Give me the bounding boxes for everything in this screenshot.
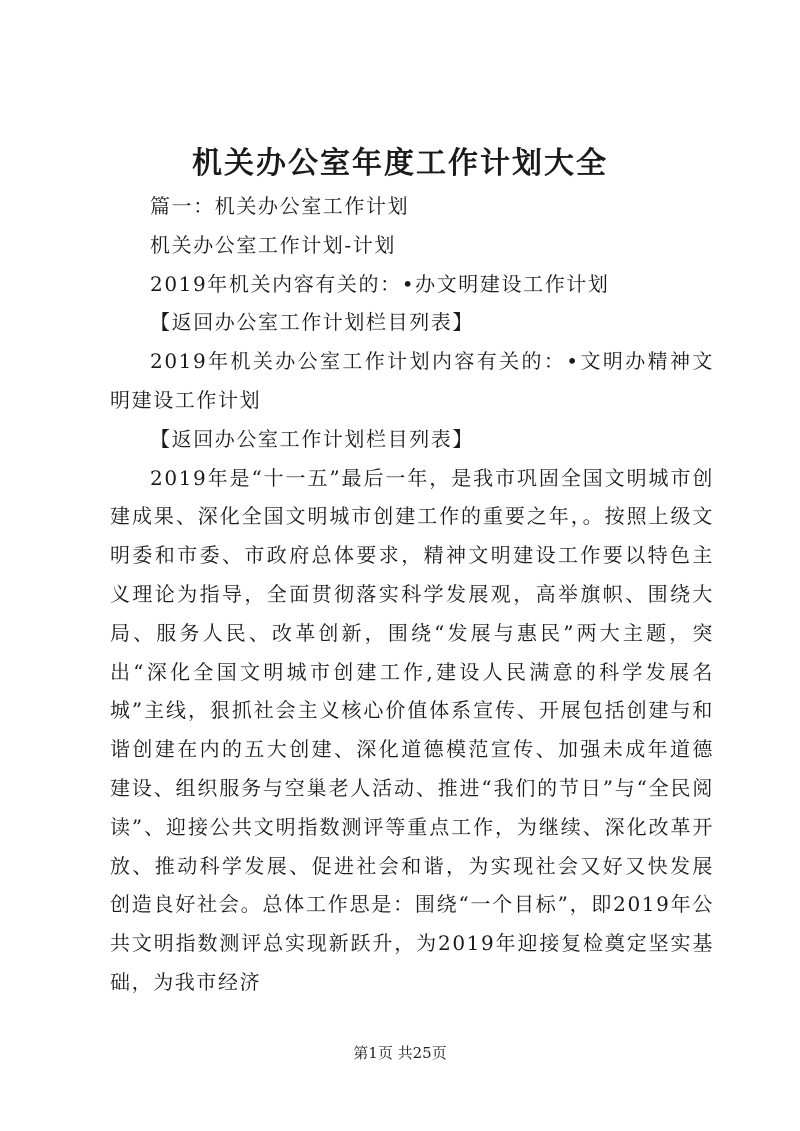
paragraph-chapter-heading: 篇一：机关办公室工作计划 (150, 194, 410, 218)
page-number-footer: 第1页 共25页 (353, 1044, 447, 1062)
paragraph-return-link: 【返回办公室工作计划栏目列表】 (150, 310, 474, 335)
paragraph-main-text: 2019年是“十一五”最后一年，是我市巩固全国文明城市创建成果、深化全国文明城市创建工作的重要之年，。按照上级文明委和市委、市政府总体要求，精神文明建设工作要以特色主义理论为指导，全面贯彻落实科学发展观，高举旗帜、围绕大局、服务人民、改革创新，围绕“发展与惠民”两大主题，突出“深化全国文明城市创建工作,建设人民满意的科学发展名城”主线，狠抓社会主义核心价值体系宣传、开展包括创建与和谐创建在内的五大创建、深化道德模范宣传、加强未成年道德建设、组织服务与空巢老人活动、推进“我们的节日”与“全民阅读”、迎接公共文明指数测评等重点工作，为继续、深化改革开放、推动科学发展、促进社会和谐，为实现社会又好又快发展创造良好社会。总体工作思是：围绕“一个目标”，即2019年公共文明指数测评总实现新跃升，为2019年迎接复检奠定坚实基础，为我市经济 (110, 465, 714, 994)
document-body (110, 187, 714, 1002)
paragraph-subtitle: 机关办公室工作计划-计划 (150, 232, 396, 257)
paragraph-return-link-2: 【返回办公室工作计划栏目列表】 (150, 426, 474, 451)
paragraph-related-link-2: 2019年机关办公室工作计划内容有关的：•文明办精神文明建设工作计划 (110, 349, 714, 412)
document-title: 机关办公室年度工作计划大全 (192, 146, 608, 181)
paragraph-related-link: 2019年机关内容有关的：•办文明建设工作计划 (150, 271, 610, 296)
